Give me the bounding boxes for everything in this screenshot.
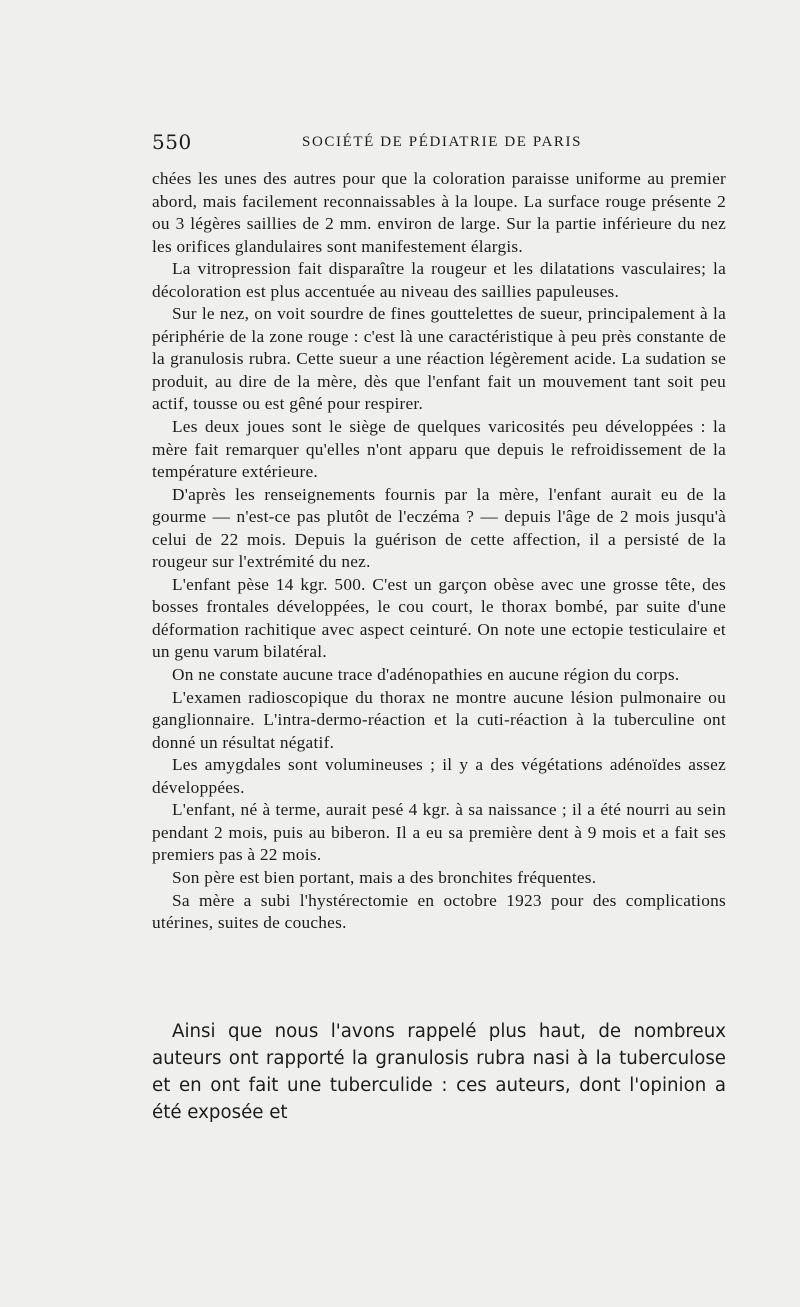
paragraph: Sa mère a subi l'hystérectomie en octobre 1923 pour des complications utérines, suites de couches.	[152, 890, 726, 933]
paragraph: La vitropression fait disparaître la rougeur et les dilatations vasculaires; la décoloration est plus accentuée au niveau des saillies papuleuses.	[152, 259, 726, 301]
body-text	[152, 168, 726, 935]
paragraph: Son père est bien portant, mais a des bronchites fréquentes.	[172, 867, 597, 887]
paragraph: L'enfant pèse 14 kgr. 500. C'est un garçon obèse avec une grosse tête, des bosses frontales développées, le cou court, le thorax bombé, par suite d'une déformation rachitique avec aspect ceinturé. On note une ectopie testiculaire et un genu varum bilatéral.	[152, 574, 726, 662]
running-title: SOCIÉTÉ DE PÉDIATRIE DE PARIS	[302, 134, 583, 150]
paragraph: Les amygdales sont volumineuses ; il y a des végétations adénoïdes assez développées.	[152, 755, 726, 797]
page-number: 550	[152, 130, 192, 154]
paragraph: L'examen radioscopique du thorax ne montre aucune lésion pulmonaire ou ganglionnaire. L'intra-dermo-réaction et la cuti-réaction à la tuberculine ont donné un résultat négatif.	[152, 687, 726, 752]
closing-paragraph: Ainsi que nous l'avons rappelé plus haut, de nombreux auteurs ont rapporté la granulosis rubra nasi à la tuberculose et en ont fait une tuberculide : ces auteurs, dont l'opinion a été exposée et	[152, 1021, 726, 1123]
paragraph: D'après les renseignements fournis par la mère, l'enfant aurait eu de la gourme — n'est-ce pas plutôt de l'eczéma ? — depuis l'âge de 2 mois jusqu'à celui de 22 mois. Depuis la guérison de cette affection, il a persisté de la rougeur sur l'extrémité du nez.	[152, 484, 726, 572]
paragraph: Sur le nez, on voit sourdre de fines gouttelettes de sueur, principalement à la périphérie de la zone rouge : c'est là une caractéristique à peu près constante de la granulosis rubra. Cette sueur a une réaction légèrement acide. La sudation se produit, au dire de la mère, dès que l'enfant fait un mouvement tant soit peu actif, tousse ou est gêné pour respirer.	[152, 304, 726, 414]
closing-text	[152, 1018, 726, 1126]
paragraph: chées les unes des autres pour que la coloration paraisse uniforme au premier abord, mais facilement reconnaissables à la loupe. La surface rouge présente 2 ou 3 légères saillies de 2 mm. environ de large. Sur la partie inférieure du nez les orifices glandulaires sont manifestement élargis.	[152, 169, 726, 256]
page-header	[152, 130, 727, 158]
paragraph: On ne constate aucune trace d'adénopathies en aucune région du corps.	[172, 665, 680, 685]
paragraph: Les deux joues sont le siège de quelques varicosités peu développées : la mère fait remarquer qu'elles n'ont apparu que depuis le refroidissement de la température extérieure.	[152, 417, 726, 482]
paragraph: L'enfant, né à terme, aurait pesé 4 kgr. à sa naissance ; il a été nourri au sein pendant 2 mois, puis au biberon. Il a eu sa première dent à 9 mois et a fait ses premiers pas à 22 mois.	[152, 800, 726, 865]
